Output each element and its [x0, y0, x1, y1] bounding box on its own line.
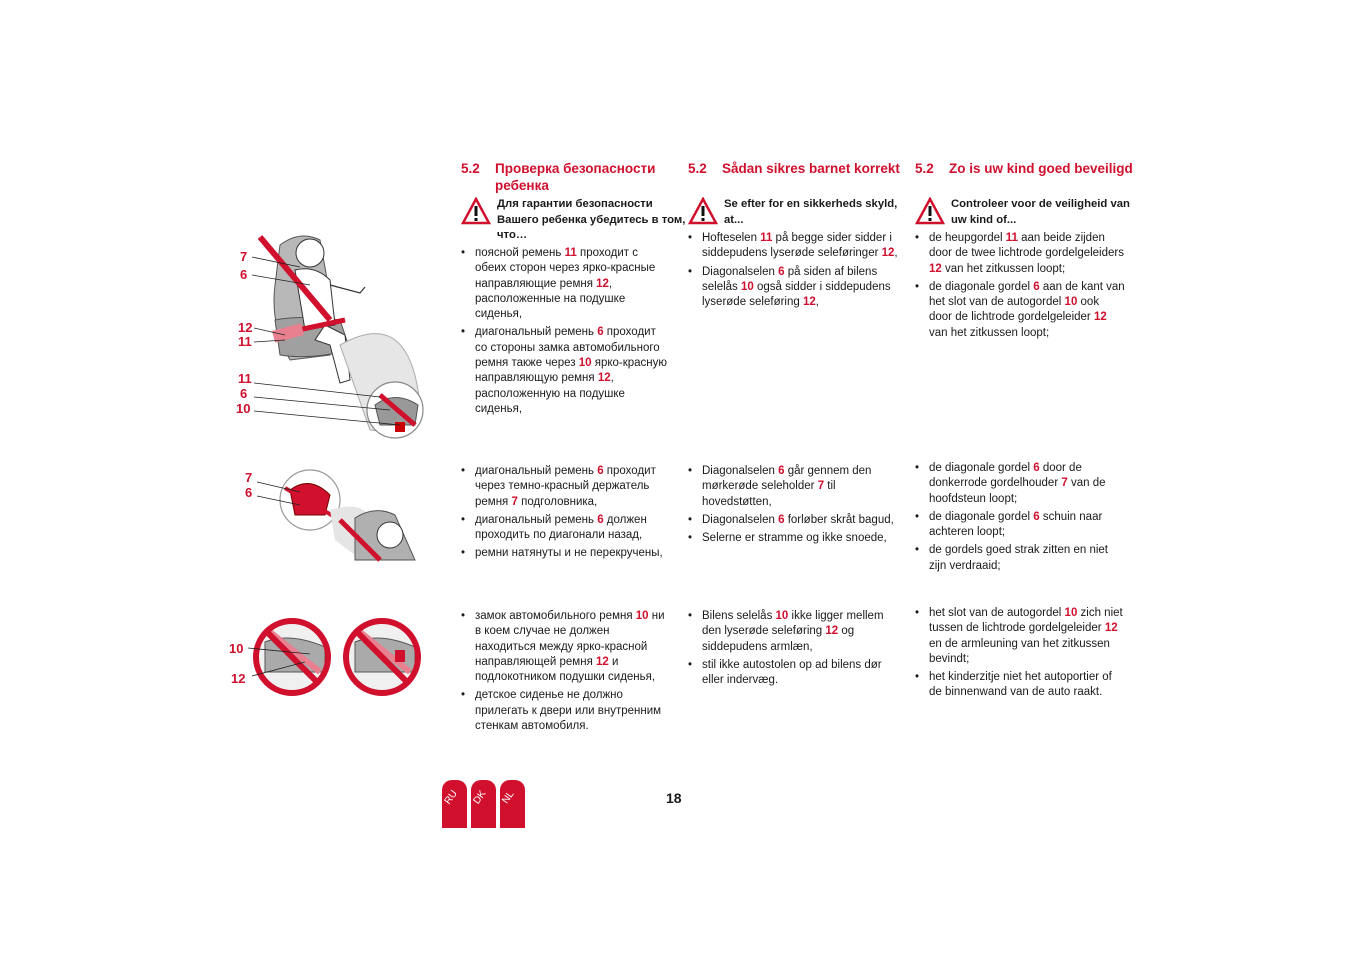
language-tab-dk[interactable] [471, 780, 496, 828]
list-item: • Bilens selelås 10 ikke ligger mellem den lyserøde seleføring 12 og siddepudens armlæn, [688, 609, 898, 655]
list-item: • de diagonale gordel 6 door de donkerrode gordelhouder 7 van de hoofdsteun loopt; [915, 461, 1125, 507]
list-item: • het kinderzitje niet het autoportier of de binnenwand van de auto raakt. [915, 670, 1125, 701]
reference-number: 11 [760, 232, 773, 244]
figure-child-in-seat [230, 225, 430, 445]
language-tab-nl[interactable] [500, 780, 525, 828]
dk-list-2 [688, 464, 898, 549]
reference-number: 6 [597, 513, 604, 526]
reference-number: 6 [597, 465, 604, 477]
list-item: • het slot van de autogordel 10 zich niet tussen de lichtrode gordelgeleider 12 en de armleuning van het zitkussen bevindt; [915, 606, 1125, 667]
prohibited-icon-right [344, 619, 420, 695]
fig2-label-6: 6 [245, 485, 253, 500]
ru-section-number: 5.2 [461, 161, 480, 176]
language-tab-ru-label: RU [442, 788, 460, 807]
reference-number: 11 [564, 247, 577, 259]
list-item: • Diagonalselen 6 på siden af bilens selelås 10 også sidder i siddepudens lyserøde seleføring 12, [688, 265, 898, 311]
reference-number: 7 [1061, 477, 1068, 490]
list-item: • замок автомобильного ремня 10 ни в коем случае не должен находиться между ярко-красной направляющей ремня 12 и подлокотником подушки сиденья, [461, 609, 671, 685]
nl-section-number: 5.2 [915, 161, 934, 176]
fig1-label-11b: 11 [238, 371, 252, 386]
ru-list-1 [461, 246, 671, 420]
fig3-label-10: 10 [229, 641, 244, 656]
warning-icon [461, 197, 491, 225]
nl-heading [915, 160, 1145, 196]
reference-number: 6 [1033, 510, 1040, 523]
ru-warning-text: Для гарантии безопасности Вашего ребенка убедитесь в том, что… [497, 198, 686, 241]
ru-list-2 [461, 464, 671, 565]
list-item: • de gordels goed strak zitten en niet zijn verdraaid; [915, 543, 1125, 574]
prohibited-icon-left [254, 619, 330, 695]
nl-title: Zo is uw kind goed beveiligd [949, 161, 1133, 176]
warning-icon [915, 197, 945, 225]
list-item: • Diagonalselen 6 forløber skråt bagud, [688, 513, 898, 528]
language-tab-dk-label: DK [471, 788, 489, 807]
fig1-label-7: 7 [240, 249, 248, 264]
reference-number: 10 [635, 610, 649, 622]
ru-title: Проверка безопасности ребенка [495, 161, 656, 193]
list-item: • Hofteselen 11 på begge sider sidder i siddepudens lyserøde seleføringer 12, [688, 231, 898, 262]
ru-heading [461, 160, 691, 196]
list-item: • de diagonale gordel 6 schuin naar achteren loopt; [915, 510, 1125, 541]
reference-number: 12 [596, 277, 609, 290]
fig1-label-11: 11 [238, 334, 252, 349]
nl-list-3 [915, 606, 1125, 704]
dk-list-3 [688, 609, 898, 691]
reference-number: 6 [778, 465, 785, 477]
dk-title: Sådan sikres barnet korrekt [722, 161, 900, 176]
reference-number: 11 [1005, 232, 1018, 244]
reference-number: 6 [778, 513, 785, 526]
reference-number: 7 [817, 480, 825, 493]
fig1-label-12: 12 [238, 320, 253, 335]
reference-number: 6 [1033, 280, 1040, 293]
list-item: • de diagonale gordel 6 aan de kant van het slot van de autogordel 10 ook door de lichtrode gordelgeleider 12 van het zitkussen loopt; [915, 280, 1125, 341]
list-item: • диагональный ремень 6 должен проходить по диагонали назад, [461, 513, 671, 544]
list-item: • диагональный ремень 6 проходит через темно-красный держатель ремня 7 подголовника, [461, 464, 671, 510]
language-tab-nl-label: NL [500, 789, 517, 806]
ru-warning [461, 197, 691, 245]
reference-number: 10 [578, 357, 592, 370]
list-item: • Diagonalselen 6 går gennem den mørkerøde seleholder 7 til hovedstøtten, [688, 464, 898, 510]
figure-headrest-belt-holder [245, 460, 425, 565]
dk-heading [688, 160, 918, 196]
warning-icon [688, 197, 718, 225]
page-number: 18 [666, 790, 682, 806]
ru-list-3 [461, 609, 671, 737]
fig1-label-6b: 6 [240, 386, 248, 401]
reference-number: 12 [596, 655, 609, 668]
list-item: • детское сиденье не должно прилегать к двери или внутренним стенкам автомобиля. [461, 688, 671, 734]
list-item: • Selerne er stramme og ikke snoede, [688, 531, 898, 546]
reference-number: 12 [1104, 622, 1118, 635]
fig1-label-6: 6 [240, 267, 248, 282]
fig1-label-10: 10 [236, 401, 251, 416]
fig2-label-7: 7 [245, 470, 253, 485]
reference-number: 12 [929, 262, 942, 275]
reference-number: 10 [1064, 296, 1078, 309]
nl-list-2 [915, 461, 1125, 577]
reference-number: 12 [597, 372, 611, 385]
reference-number: 12 [825, 625, 839, 638]
reference-number: 6 [778, 265, 785, 278]
list-item: • de heupgordel 11 aan beide zijden door de twee lichtrode gordelgeleiders 12 van het zitkussen loopt; [915, 231, 1125, 277]
reference-number: 7 [511, 495, 518, 508]
dk-warning-text: Se efter for en sikkerheds skyld, at... [724, 198, 898, 226]
nl-list-1 [915, 231, 1125, 344]
reference-number: 12 [802, 296, 816, 309]
reference-number: 6 [1033, 462, 1040, 474]
language-tab-ru[interactable] [442, 780, 467, 828]
reference-number: 10 [775, 610, 789, 622]
reference-number: 12 [1093, 311, 1107, 324]
list-item: • stil ikke autostolen op ad bilens dør eller indervæg. [688, 658, 898, 689]
reference-number: 12 [881, 247, 895, 260]
reference-number: 6 [597, 326, 604, 339]
list-item: • диагональный ремень 6 проходит со стороны замка автомобильного ремня также через 10 ярко-красную направляющую ремня 12, расположенную на подушке сиденья, [461, 325, 671, 417]
list-item: • ремни натянуты и не перекручены, [461, 546, 671, 561]
fig3-label-12: 12 [231, 671, 246, 686]
dk-section-number: 5.2 [688, 161, 707, 176]
figure-incorrect-buckle-position [230, 612, 430, 702]
reference-number: 10 [741, 280, 754, 293]
nl-warning-text: Controleer voor de veiligheid van uw kind of... [951, 198, 1130, 226]
reference-number: 10 [1064, 607, 1078, 619]
dk-list-1 [688, 231, 898, 313]
list-item: • поясной ремень 11 проходит с обеих сторон через ярко-красные направляющие ремня 12, расположенные на подушке сиденья, [461, 246, 671, 322]
